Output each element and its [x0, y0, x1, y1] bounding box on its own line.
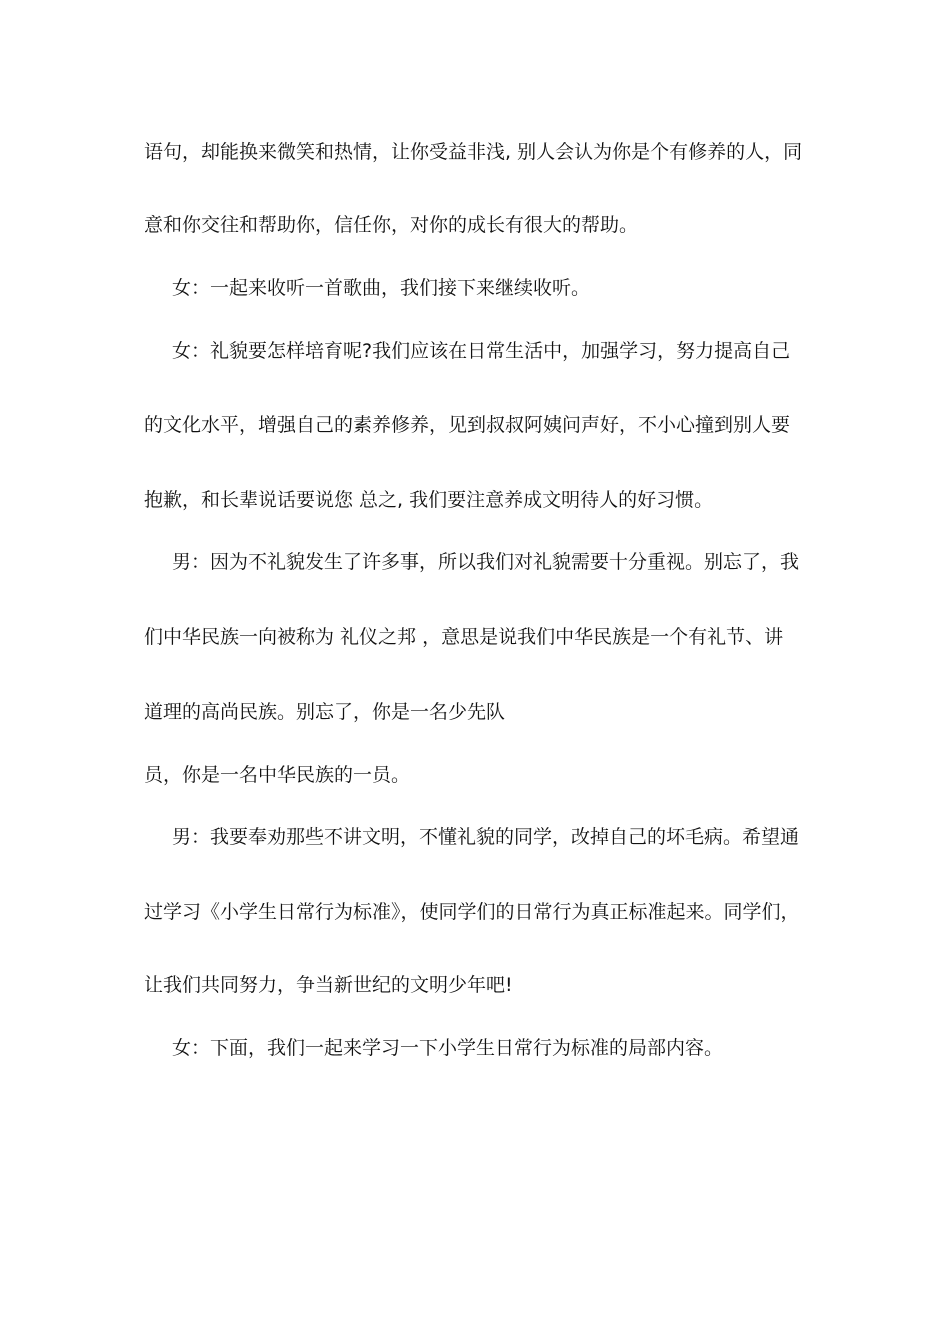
text-line: 意和你交往和帮助你，信任你，对你的成长有很大的帮助。: [144, 214, 639, 236]
text-line: 语句，却能换来微笑和热情，让你受益非浅, 别人会认为你是个有修养的人，同: [144, 141, 803, 163]
text-line: 的文化水平，增强自己的素养修养，见到叔叔阿姨问声好，不小心撞到别人要: [144, 414, 791, 436]
text-line: 道理的高尚民族。别忘了，你是一名少先队: [144, 701, 506, 723]
text-line: 女：礼貌要怎样培育呢?我们应该在日常生活中，加强学习，努力提高自己: [172, 340, 791, 362]
text-line: 男：因为不礼貌发生了许多事，所以我们对礼貌需要十分重视。别忘了，我: [172, 551, 800, 573]
text-line: 过学习《小学生日常行为标准》，使同学们的日常行为真正标准起来。同学们，: [144, 901, 800, 923]
text-line: 员，你是一名中华民族的一员。: [144, 764, 411, 786]
text-line: 们中华民族一向被称为 礼仪之邦 ，意思是说我们中华民族是一个有礼节、讲: [144, 626, 784, 648]
text-line: 男：我要奉劝那些不讲文明，不懂礼貌的同学，改掉自己的坏毛病。希望通: [172, 826, 800, 848]
text-line: 抱歉，和长辈说话要说您 总之, 我们要注意养成文明待人的好习惯。: [144, 489, 714, 511]
text-line: 让我们共同努力，争当新世纪的文明少年吧!: [144, 974, 513, 996]
text-line: 女：下面，我们一起来学习一下小学生日常行为标准的局部内容。: [172, 1037, 724, 1059]
text-line: 女：一起来收听一首歌曲，我们接下来继续收听。: [172, 277, 591, 299]
